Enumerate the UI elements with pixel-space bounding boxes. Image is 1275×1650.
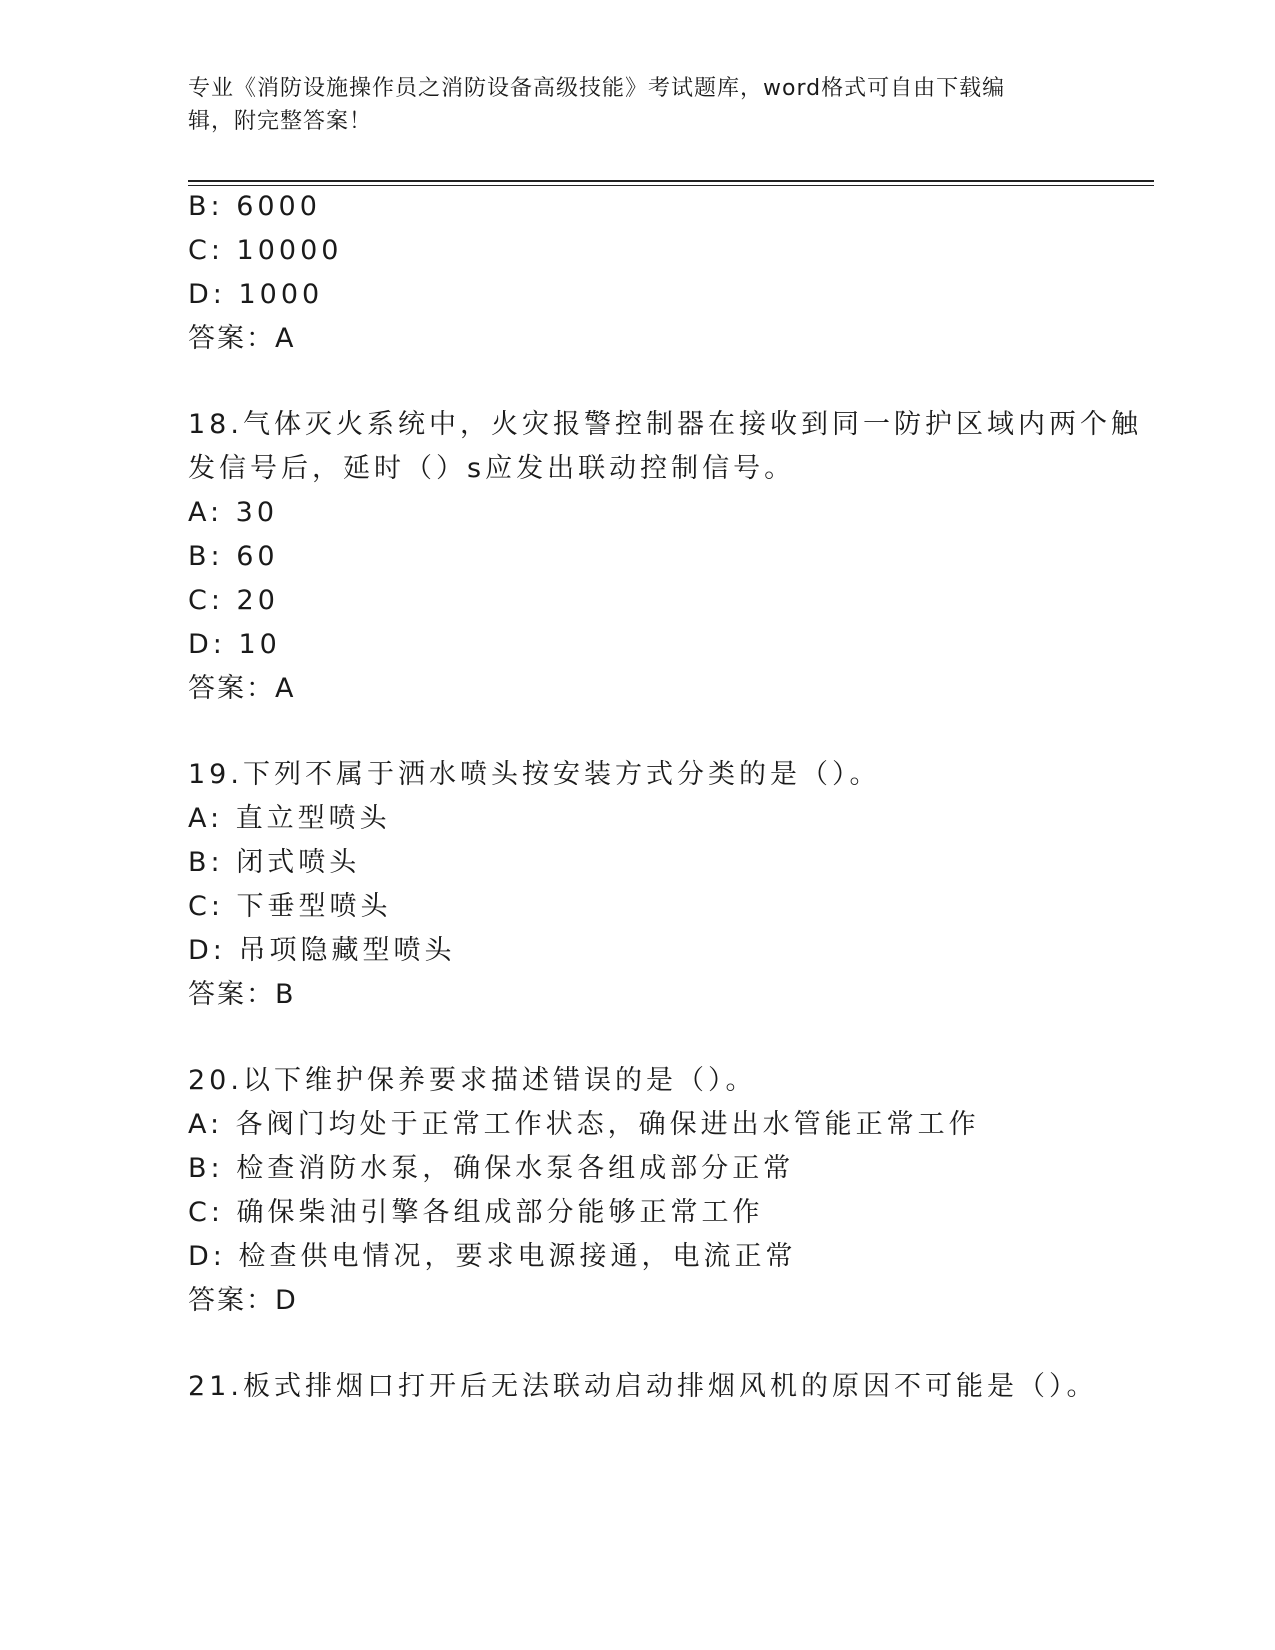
q19-option-d: D: 吊项隐藏型喷头 — [188, 935, 456, 966]
q20-answer: 答案：D — [188, 1285, 298, 1316]
q18-option-a: A: 30 — [188, 497, 279, 528]
header-line-2: 辑，附完整答案！ — [188, 109, 373, 134]
prev-option-b: B: 6000 — [188, 191, 321, 222]
q19-answer: 答案：B — [188, 979, 296, 1010]
prev-option-c: C: 10000 — [188, 235, 343, 266]
document-header — [188, 72, 1078, 138]
prev-answer: 答案：A — [188, 323, 296, 354]
header-rule-thick — [188, 180, 1154, 182]
header-line-1: 专业《消防设施操作员之消防设备高级技能》考试题库，word格式可自由下载编 — [188, 76, 1006, 101]
prev-option-d: D: 1000 — [188, 279, 324, 310]
q18-answer: 答案：A — [188, 673, 296, 704]
q18-text-line-2: 发信号后，延时（）s应发出联动控制信号。 — [188, 453, 796, 484]
q21-text: 21.板式排烟口打开后无法联动启动排烟风机的原因不可能是（）。 — [188, 1371, 1098, 1402]
q18-option-d: D: 10 — [188, 629, 281, 660]
q19-option-c: C: 下垂型喷头 — [188, 891, 392, 922]
q19-text: 19.下列不属于洒水喷头按安装方式分类的是（）。 — [188, 759, 881, 790]
header-rule-thin — [188, 185, 1154, 186]
q20-option-d: D: 检查供电情况，要求电源接通，电流正常 — [188, 1241, 797, 1272]
q20-option-b: B: 检查消防水泵，确保水泵各组成部分正常 — [188, 1153, 795, 1184]
q18-text-line-1: 18.气体灭火系统中，火灾报警控制器在接收到同一防护区域内两个触 — [188, 409, 1142, 440]
q19-option-a: A: 直立型喷头 — [188, 803, 391, 834]
q20-text: 20.以下维护保养要求描述错误的是（）。 — [188, 1065, 757, 1096]
q20-option-a: A: 各阀门均处于正常工作状态，确保进出水管能正常工作 — [188, 1109, 980, 1140]
q20-option-c: C: 确保柴油引擎各组成部分能够正常工作 — [188, 1197, 764, 1228]
q18-option-b: B: 60 — [188, 541, 279, 572]
q18-option-c: C: 20 — [188, 585, 279, 616]
q19-option-b: B: 闭式喷头 — [188, 847, 361, 878]
